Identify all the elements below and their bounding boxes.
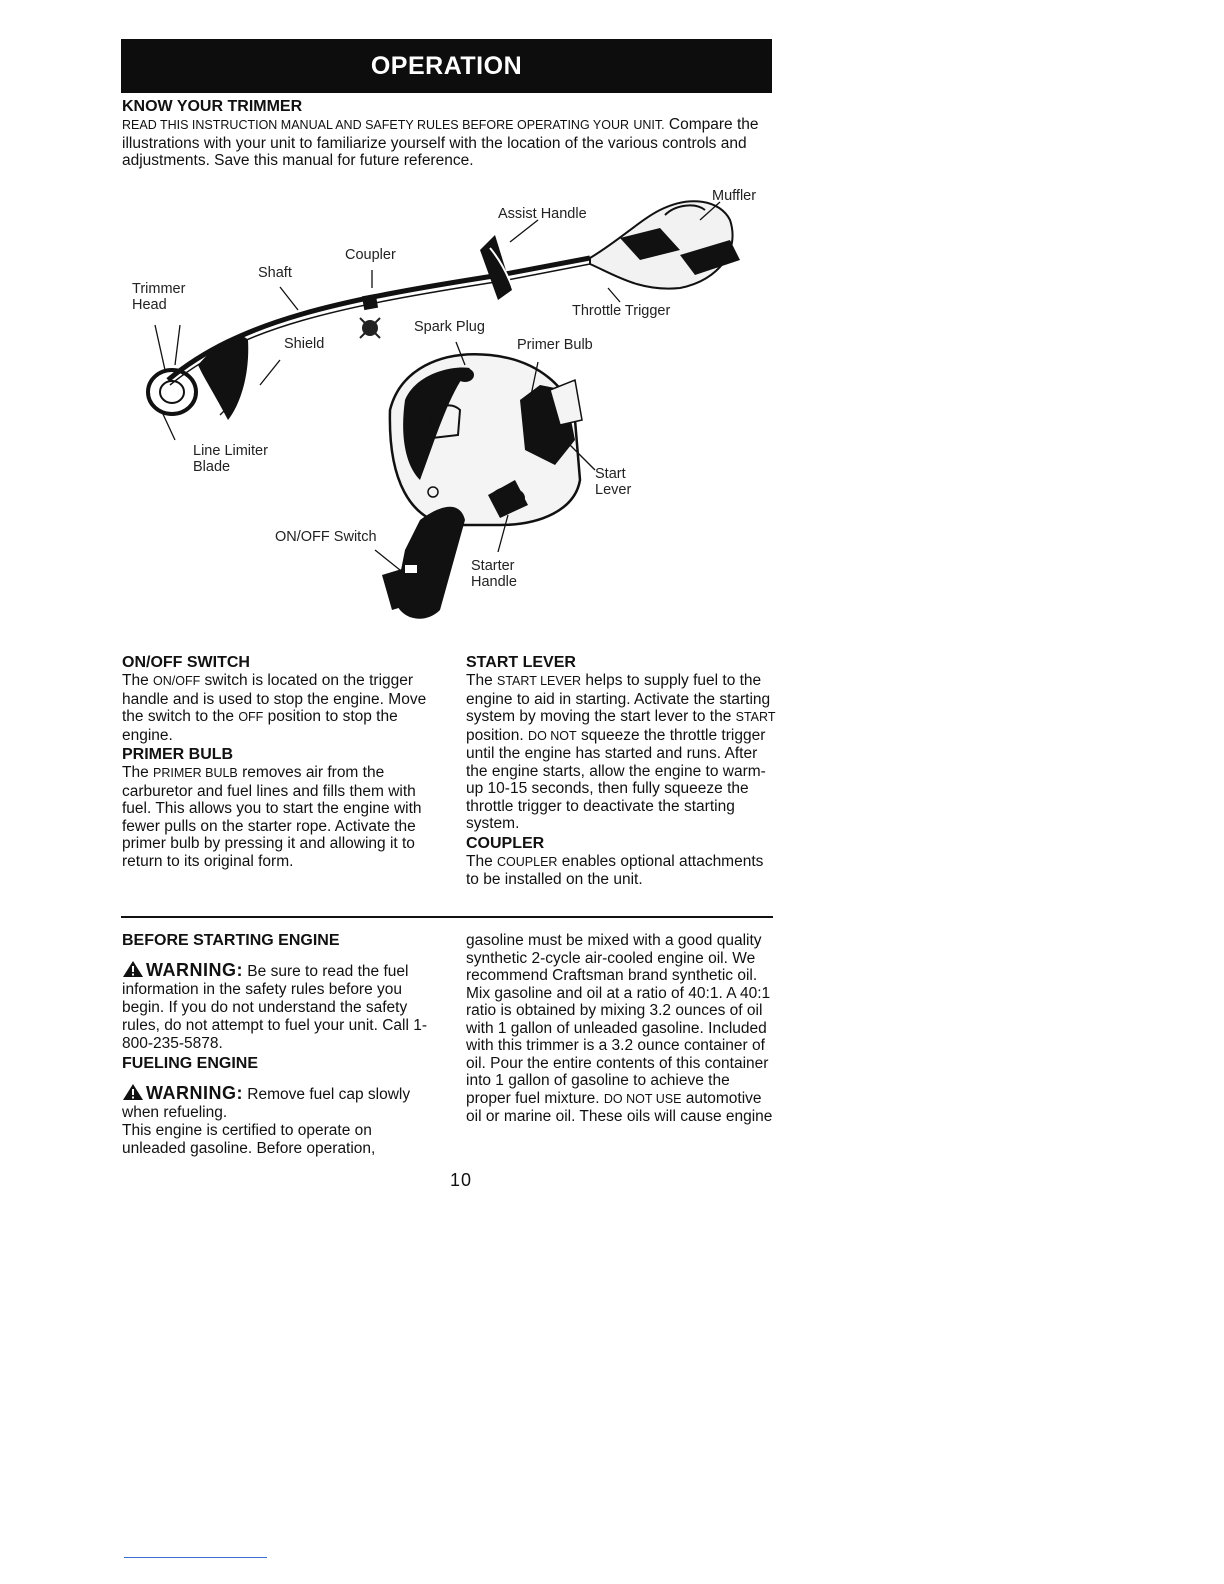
start-lever-term-2: START [735,710,776,724]
know-lead-2: UNIT. [633,118,665,132]
onoff-term-1: ON/OFF [153,674,201,688]
coupler-heading: COUPLER [466,834,545,852]
left-column-controls [122,654,432,870]
primer-heading: PRIMER BULB [122,746,234,763]
label-shaft: Shaft [258,265,292,281]
start-lever-text-3: position. [466,726,529,744]
before-warning-label: WARNING: [146,960,243,980]
coupler-term-1: COUPLER [497,854,558,869]
know-body [122,116,774,170]
before-warning-text: Be sure to read the fuel information in the safety rules before you begin. If you do not understand the safety rules, do not attempt to fuel your unit. Call 1-800-235-5878. [122,963,427,1052]
before-warning [122,960,432,1053]
label-spark-plug: Spark Plug [414,319,485,335]
fuel-mix-text-2: automotive oil or marine oil. These oils will cause engine [466,1089,773,1125]
primer-text-1: The [122,764,154,781]
start-lever-body [466,672,776,833]
label-assist-handle: Assist Handle [498,206,587,222]
start-lever-term-3: DO NOT [528,728,577,743]
trimmer-illustration [120,180,780,640]
right-column-fuel [466,932,776,1126]
know-your-trimmer-section [122,98,774,170]
label-throttle-trigger: Throttle Trigger [572,303,671,319]
onoff-term-2: OFF [238,710,264,724]
start-lever-heading: START LEVER [466,654,576,671]
left-column-fuel [122,932,432,1157]
warning-icon [122,1083,144,1101]
label-start-lever-1: Start [595,466,626,482]
start-lever-text-1: The [466,672,498,689]
start-lever-term-1: START LEVER [497,674,582,688]
label-trimmer-head-2: Head [132,297,167,313]
primer-body [122,764,432,870]
page-number: 10 [450,1170,473,1190]
onoff-text-3: position to stop the engine. [122,708,398,744]
primer-text-2: removes air from the carburetor and fuel lines and fills them with fuel. This allows you to start the engine with fewer pulls on the starter rope. Activate the primer bulb by pressing it and allowing it to return to its original form. [122,764,422,870]
onoff-text-1: The [122,672,154,689]
coupler-text-1: The [466,852,498,870]
trimmer-diagram [120,180,780,640]
label-start-lever-2: Lever [595,482,632,498]
before-heading: BEFORE STARTING ENGINE [122,932,340,949]
warning-icon [122,960,144,978]
fueling-heading: FUELING ENGINE [122,1055,259,1072]
label-shield: Shield [284,336,325,352]
know-heading: KNOW YOUR TRIMMER [122,98,303,115]
fuel-mix-term-1: DO NOT USE [603,1091,682,1106]
label-trimmer-head-1: Trimmer [132,281,186,297]
fueling-body: This engine is certified to operate on unleaded gasoline. Before operation, [122,1122,376,1157]
right-column-controls [466,654,776,889]
banner-title: OPERATION [370,51,523,80]
start-lever-text-2: helps to supply fuel to the engine to aid in starting. Activate the starting system by moving the start lever to the [466,672,771,725]
section-divider [121,916,773,918]
fueling-warning [122,1083,432,1122]
coupler-text-2: enables optional attachments to be installed on the unit. [466,852,764,888]
label-line-limiter-2: Blade [193,459,231,475]
fueling-warning-text: Remove fuel cap slowly when refueling. [122,1086,411,1121]
label-muffler: Muffler [712,188,757,204]
primer-term-1: PRIMER BULB [153,766,238,780]
coupler-body [466,853,776,889]
label-starter-handle-1: Starter [471,558,515,574]
label-primer-bulb: Primer Bulb [517,337,593,353]
start-lever-text-4: squeeze the throttle trigger until the engine has started and runs. After the engine starts, allow the engine to warm-up 10-15 seconds, then fully squeeze the throttle trigger to deactivate the starting system. [466,726,766,832]
fuel-mix-text-1: gasoline must be mixed with a good quality synthetic 2-cycle air-cooled engine oil. We recommend Craftsman brand synthetic oil. Mix gasoline and oil at a ratio of 40:1. A 40:1 ratio is obtained by mixing 3.2 ounces of oil with 1 gallon of unleaded gasoline. Included with this trimmer is a 3.2 ounce container of oil. Pour the entire contents of this container into 1 gallon of gasoline to achieve the proper fuel mixture. [466,932,771,1107]
footer-line [124,1557,267,1558]
label-coupler: Coupler [345,247,396,263]
section-banner [121,39,772,93]
know-text: Compare the illustrations with your unit to familiarize yourself with the location of the various controls and adjustments. Save this manual for future reference. [122,116,759,169]
fueling-warning-label: WARNING: [146,1083,243,1103]
fuel-mix-body [466,932,776,1126]
onoff-text-2: switch is located on the trigger handle and is used to stop the engine. Move the switch to the [122,672,427,725]
onoff-body [122,672,432,744]
onoff-heading: ON/OFF SWITCH [122,654,250,671]
know-lead: READ THIS INSTRUCTION MANUAL AND SAFETY RULES BEFORE OPERATING YOUR [122,118,630,132]
label-starter-handle-2: Handle [471,574,517,590]
label-line-limiter-1: Line Limiter [193,443,268,459]
label-onoff-switch: ON/OFF Switch [275,529,377,545]
